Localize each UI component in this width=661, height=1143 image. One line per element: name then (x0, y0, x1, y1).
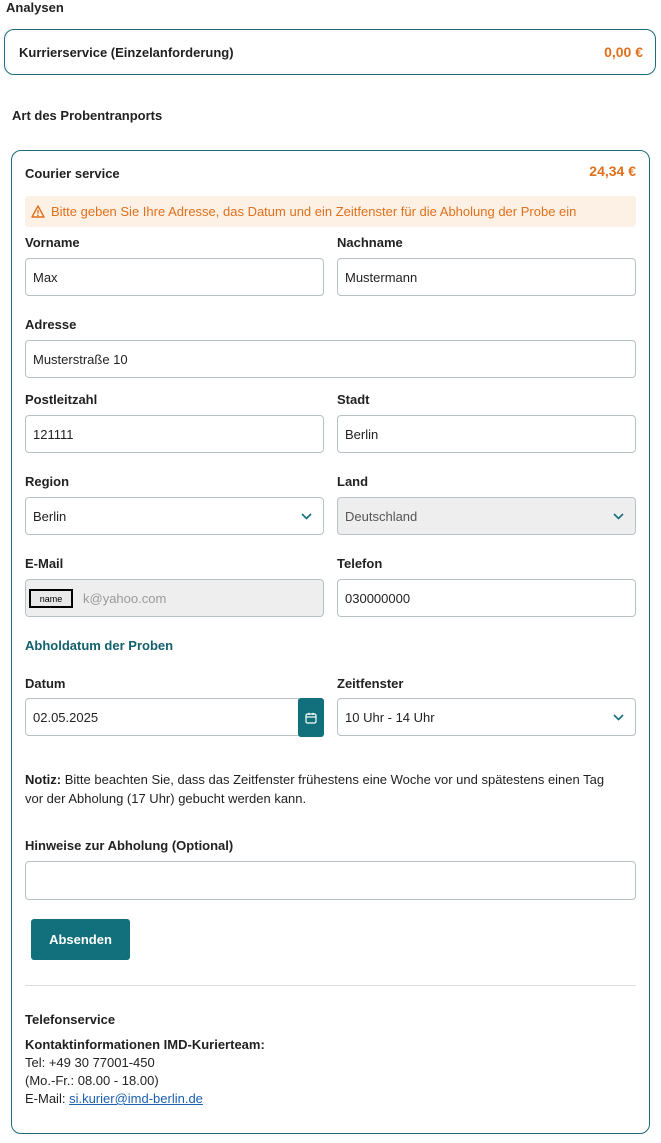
adresse-label: Adresse (25, 317, 77, 332)
plz-label: Postleitzahl (25, 392, 98, 407)
zeitfenster-value: 10 Uhr - 14 Uhr (345, 709, 435, 725)
stadt-label: Stadt (337, 392, 370, 407)
analysen-title: Analysen (6, 0, 64, 15)
transport-title: Art des Probentranports (12, 108, 163, 123)
plz-value: 121111 (33, 426, 74, 442)
note-bold: Notiz: (25, 772, 62, 787)
chevron-down-icon (300, 510, 313, 523)
datum-value: 02.05.2025 (33, 709, 99, 725)
nachname-value: Mustermann (345, 269, 418, 285)
warning-banner (25, 196, 636, 227)
contact-hours: (Mo.-Fr.: 08.00 - 18.00) (25, 1073, 159, 1088)
email-label: E-Mail (25, 556, 64, 571)
land-label: Land (337, 474, 369, 489)
adresse-input[interactable] (25, 340, 636, 378)
note-line-1: Bitte beachten Sie, dass das Zeitfenster frühestens eine Woche vor und spätestens einen Tag (64, 772, 605, 787)
calendar-button[interactable] (298, 698, 324, 737)
contact-email-prefix: E-Mail: (25, 1091, 70, 1106)
datum-label: Datum (25, 676, 66, 691)
analysis-item-price: 0,00 € (604, 44, 643, 60)
hinweise-label: Hinweise zur Abholung (Optional) (25, 838, 234, 853)
land-value: Deutschland (345, 508, 418, 524)
courier-title: Courier service (25, 166, 120, 181)
note-text (25, 770, 640, 808)
email-value: k@yahoo.com (83, 590, 167, 606)
contact-email-link[interactable]: si.kurier@imd-berlin.de (69, 1091, 203, 1106)
telefonservice-title: Telefonservice (25, 1012, 116, 1027)
region-label: Region (25, 474, 70, 489)
stadt-value: Berlin (345, 426, 379, 442)
calendar-icon (305, 712, 317, 724)
vorname-label: Vorname (25, 235, 80, 250)
warning-icon (31, 205, 45, 218)
vorname-value: Max (33, 269, 58, 285)
telefon-input[interactable] (337, 579, 636, 617)
contact-tel: Tel: +49 30 77001-450 (25, 1055, 155, 1070)
submit-button[interactable]: Absenden (31, 919, 130, 960)
vorname-input[interactable] (25, 258, 324, 296)
land-select (337, 497, 636, 535)
stadt-input[interactable] (337, 415, 636, 453)
email-redaction-tag: name (29, 589, 73, 608)
contact-info-title: Kontaktinformationen IMD-Kurierteam: (25, 1037, 265, 1052)
adresse-value: Musterstraße 10 (33, 351, 128, 367)
plz-input[interactable] (25, 415, 324, 453)
chevron-down-icon (612, 510, 625, 523)
zeitfenster-select[interactable] (337, 698, 636, 736)
nachname-input[interactable] (337, 258, 636, 296)
courier-price: 24,34 € (589, 163, 636, 179)
telefon-value: 030000000 (345, 590, 411, 606)
note-line-2: vor der Abholung (17 Uhr) gebucht werden kann. (25, 791, 307, 806)
analysis-item-name: Kurrierservice (Einzelanforderung) (19, 45, 234, 60)
region-select[interactable] (25, 497, 324, 535)
warning-text: Bitte geben Sie Ihre Adresse, das Datum und ein Zeitfenster für die Abholung der Probe ein (51, 204, 577, 219)
region-value: Berlin (33, 508, 67, 524)
pickup-heading: Abholdatum der Proben (25, 638, 174, 653)
datum-input[interactable] (25, 698, 299, 736)
chevron-down-icon (612, 711, 625, 724)
nachname-label: Nachname (337, 235, 403, 250)
zeitfenster-label: Zeitfenster (337, 676, 404, 691)
analysis-item-card (4, 29, 656, 75)
divider (25, 985, 636, 986)
telefon-label: Telefon (337, 556, 383, 571)
hinweise-input[interactable] (25, 861, 636, 900)
contact-email-line (25, 1091, 203, 1106)
